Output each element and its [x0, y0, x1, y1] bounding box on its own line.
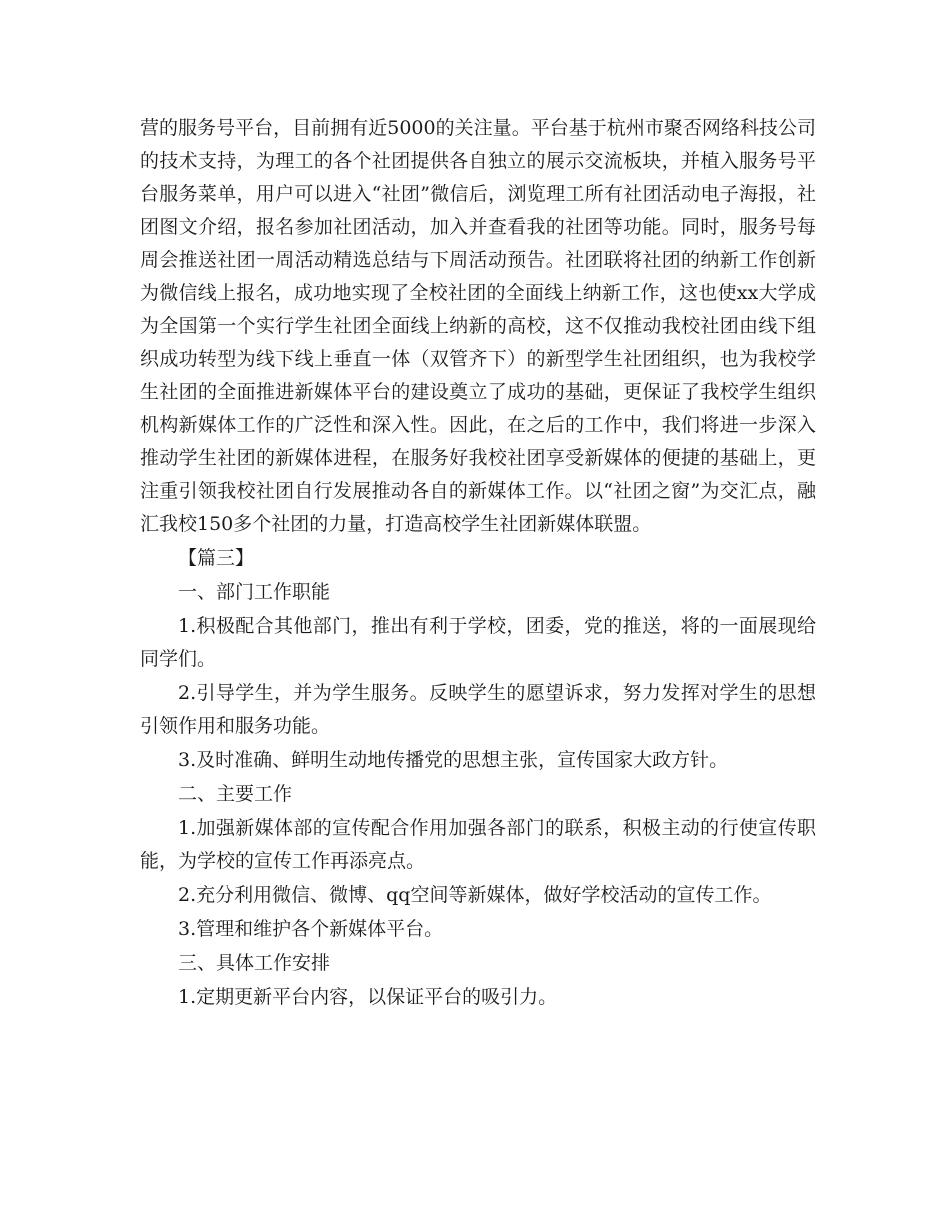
heading-main-work: 二、主要工作: [178, 783, 293, 805]
document-body: [140, 112, 816, 1015]
paragraph-arrangement-1: 1.定期更新平台内容，以保证平台的吸引力。: [178, 986, 558, 1008]
section-heading-pian-san: 【篇三】: [178, 547, 255, 569]
paragraph-duty-1: 1.积极配合其他部门，推出有利于学校，团委，党的推送，将的一面展现给同学们。: [140, 615, 816, 670]
paragraph-work-1: 1.加强新媒体部的宣传配合作用加强各部门的联系，积极主动的行使宣传职能，为学校的宣传工作再添亮点。: [140, 817, 816, 872]
paragraph-duty-2: 2.引导学生，并为学生服务。反映学生的愿望诉求，努力发挥对学生的思想引领作用和服务功能。: [140, 682, 816, 737]
paragraph-intro: 营的服务号平台，目前拥有近5000的关注量。平台基于杭州市聚否网络科技公司的技术支持，为理工的各个社团提供各自独立的展示交流板块，并植入服务号平台服务菜单，用户可以进入“社团”微信后，浏览理工所有社团活动电子海报，社团图文介绍，报名参加社团活动，加入并查看我的社团等功能。同时，服务号每周会推送社团一周活动精选总结与下周活动预告。社团联将社团的纳新工作创新为微信线上报名，成功地实现了全校社团的全面线上纳新工作，这也使xx大学成为全国第一个实行学生社团全面线上纳新的高校，这不仅推动我校社团由线下组织成功转型为线下线上垂直一体（双管齐下）的新型学生社团组织，也为我校学生社团的全面推进新媒体平台的建设奠立了成功的基础，更保证了我校学生组织机构新媒体工作的广泛性和深入性。因此，在之后的工作中，我们将进一步深入推动学生社团的新媒体进程，在服务好我校社团享受新媒体的便捷的基础上，更注重引领我校社团自行发展推动各自的新媒体工作。以“社团之窗”为交汇点，融汇我校150多个社团的力量，打造高校学生社团新媒体联盟。: [140, 117, 816, 535]
heading-work-arrangement: 三、具体工作安排: [178, 952, 331, 974]
paragraph-work-3: 3.管理和维护各个新媒体平台。: [178, 918, 444, 940]
paragraph-duty-3: 3.及时准确、鲜明生动地传播党的思想主张，宣传国家大政方针。: [178, 749, 729, 771]
paragraph-work-2: 2.充分利用微信、微博、qq空间等新媒体，做好学校活动的宣传工作。: [178, 884, 772, 906]
heading-department-duties: 一、部门工作职能: [178, 581, 331, 603]
